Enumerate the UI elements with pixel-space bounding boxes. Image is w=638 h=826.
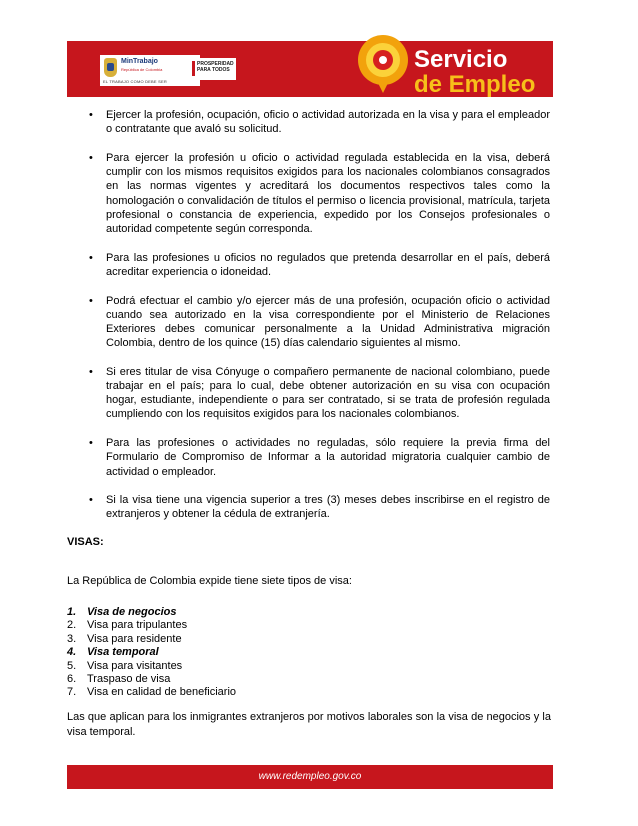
ministry-name: MinTrabajo <box>121 58 158 65</box>
bullet-icon: • <box>89 494 93 507</box>
bullet-icon: • <box>89 109 93 121</box>
list-item: • Para ejercer la profesión u oficio o actividad regulada establecida en la visa, deberá cumplir con los mismos requisitos exigidos para los nacionales colombianos consagrados en las normas vigentes y acreditará los documentos respectivos tales como la homologación o convalidación de títulos el permiso o licencia provisional, matrícula, tarjeta profesional o constancia de experiencia, expedido por los Consejos profesionales o autoridad competente según corresponda. <box>89 151 550 235</box>
prosperidad-text: PROSPERIDAD PARA TODOS <box>197 61 234 73</box>
brand-line-2: de Empleo <box>414 71 536 98</box>
visas-heading: VISAS: <box>67 536 104 548</box>
bullet-icon: • <box>89 151 93 164</box>
closing-paragraph: Las que aplican para los inmigrantes extranjeros por motivos laborales son la visa de negocios y la visa temporal. <box>67 711 551 738</box>
list-item: • Ejercer la profesión, ocupación, oficio o actividad autorizada en la visa y para el empleador o contratante que avaló su solicitud. <box>89 109 550 136</box>
footer-banner <box>67 765 553 789</box>
list-item: 7. Visa en calidad de beneficiario <box>67 686 237 699</box>
list-item: 4. Visa temporal <box>67 646 159 659</box>
mintrabajo-logo <box>100 55 200 86</box>
list-item: • Si la visa tiene una vigencia superior a tres (3) meses debes inscribirse en el registro de extranjeros y obtener la cédula de extranjería. <box>89 494 550 521</box>
list-item: • Para las profesiones u oficios no regulados que pretenda desarrollar en el país, deberá acreditar experiencia o idoneidad. <box>89 251 550 278</box>
brand-line-1: Servicio <box>414 46 508 73</box>
visa-types-list <box>67 606 236 700</box>
bullet-icon: • <box>89 437 93 450</box>
list-item: 2. Visa para tripulantes <box>67 619 188 632</box>
ministry-subtitle: República de Colombia <box>121 67 163 72</box>
bullet-icon: • <box>89 251 93 264</box>
prosperidad-logo <box>190 58 236 80</box>
footer-url-link[interactable]: www.redempleo.gov.co <box>258 771 362 782</box>
list-item: 3. Visa para residente <box>67 632 182 645</box>
list-item: 5. Visa para visitantes <box>67 659 183 672</box>
servicio-empleo-logo-icon <box>352 27 414 97</box>
list-item: • Podrá efectuar el cambio y/o ejercer más de una profesión, ocupación oficio o actividad cuando sea autorizado en la visa correspondiente por el Ministerio de Relaciones Exteriores debes comunicar personalmente a la Unidad Administrativa migración Colombia, dentro de los quince (15) días calendario siguientes al mismo. <box>89 294 550 350</box>
requirements-list <box>88 108 550 536</box>
bullet-icon: • <box>89 294 93 307</box>
bullet-icon: • <box>89 365 93 378</box>
ministry-slogan: EL TRABAJO COMO DEBE SER <box>103 79 167 84</box>
list-item: 6. Traspaso de visa <box>67 673 171 686</box>
list-item: • Para las profesiones o actividades no reguladas, sólo requiere la previa firma del Formulario de Compromiso de Informar a la autoridad migratoria cualquier cambio de actividad o empleador. <box>89 437 550 478</box>
list-item: • Si eres titular de visa Cónyuge o compañero permanente de nacional colombiano, puede trabajar en el país; para lo cual, debe obtener autorización en su visa con ocupación hogar, estudiante, independiente o para ser contratado, si se trata de profesión regulada cumpliendo con los requisitos exigidos para los nacionales colombianos. <box>89 365 550 421</box>
visas-intro: La República de Colombia expide tiene siete tipos de visa: <box>67 575 352 587</box>
list-item: 1. Visa de negocios <box>67 606 177 618</box>
prosperidad-bar-icon <box>192 61 195 76</box>
colombia-crest-icon <box>104 58 117 77</box>
